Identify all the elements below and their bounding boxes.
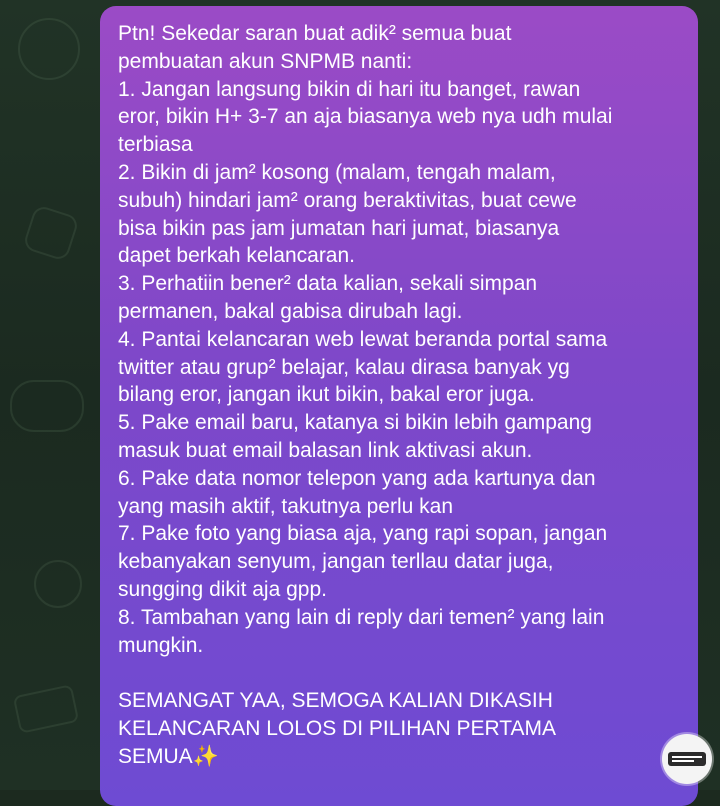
message-line: eror, bikin H+ 3-7 an aja biasanya web nya udh mulai <box>118 105 613 129</box>
message-line: 2. Bikin di jam² kosong (malam, tengah malam, <box>118 160 556 184</box>
message-line: masuk buat email balasan link aktivasi akun. <box>118 438 533 462</box>
message-line: 3. Perhatiin bener² data kalian, sekali simpan <box>118 272 538 296</box>
message-line: KELANCARAN LOLOS DI PILIHAN PERTAMA <box>118 716 557 740</box>
message-line: 4. Pantai kelancaran web lewat beranda portal sama <box>118 327 608 351</box>
message-line: twitter atau grup² belajar, kalau dirasa banyak yg <box>118 355 570 379</box>
message-line: SEMANGAT YAA, SEMOGA KALIAN DIKASIH <box>118 689 553 713</box>
message-line: 7. Pake foto yang biasa aja, yang rapi sopan, jangan <box>118 522 608 546</box>
message-line: 1. Jangan langsung bikin di hari itu banget, rawan <box>118 77 581 101</box>
message-line: SEMUA✨ <box>118 744 219 768</box>
message-line: 6. Pake data nomor telepon yang ada kartunya dan <box>118 466 596 490</box>
message-line: 5. Pake email baru, katanya si bikin lebih gampang <box>118 411 592 435</box>
avatar-logo-icon <box>668 752 706 766</box>
doodle-decoration <box>13 684 80 734</box>
message-line-gap <box>118 659 680 687</box>
message-line: sungging dikit aja gpp. <box>118 577 327 601</box>
message-line: mungkin. <box>118 633 204 657</box>
message-line: bilang eror, jangan ikut bikin, bakal eror juga. <box>118 383 535 407</box>
message-line: permanen, bakal gabisa dirubah lagi. <box>118 299 463 323</box>
doodle-decoration <box>22 204 80 262</box>
message-line: 8. Tambahan yang lain di reply dari temen² yang lain <box>118 605 605 629</box>
doodle-decoration <box>18 18 80 80</box>
message-line: pembuatan akun SNPMB nanti: <box>118 49 413 73</box>
message-bubble[interactable] <box>100 6 698 806</box>
message-line: subuh) hindari jam² orang beraktivitas, buat cewe <box>118 188 577 212</box>
message-line: Ptn! Sekedar saran buat adik² semua buat <box>118 22 512 45</box>
doodle-decoration <box>34 560 82 608</box>
message-line: kebanyakan senyum, jangan terllau datar juga, <box>118 550 554 574</box>
message-line: dapet berkah kelancaran. <box>118 244 355 268</box>
message-line: yang masih aktif, takutnya perlu kan <box>118 494 454 518</box>
doodle-decoration <box>10 380 84 432</box>
message-line: bisa bikin pas jam jumatan hari jumat, biasanya <box>118 216 560 240</box>
profile-avatar-icon[interactable] <box>662 734 712 784</box>
message-line: terbiasa <box>118 133 193 157</box>
message-text <box>118 20 680 771</box>
